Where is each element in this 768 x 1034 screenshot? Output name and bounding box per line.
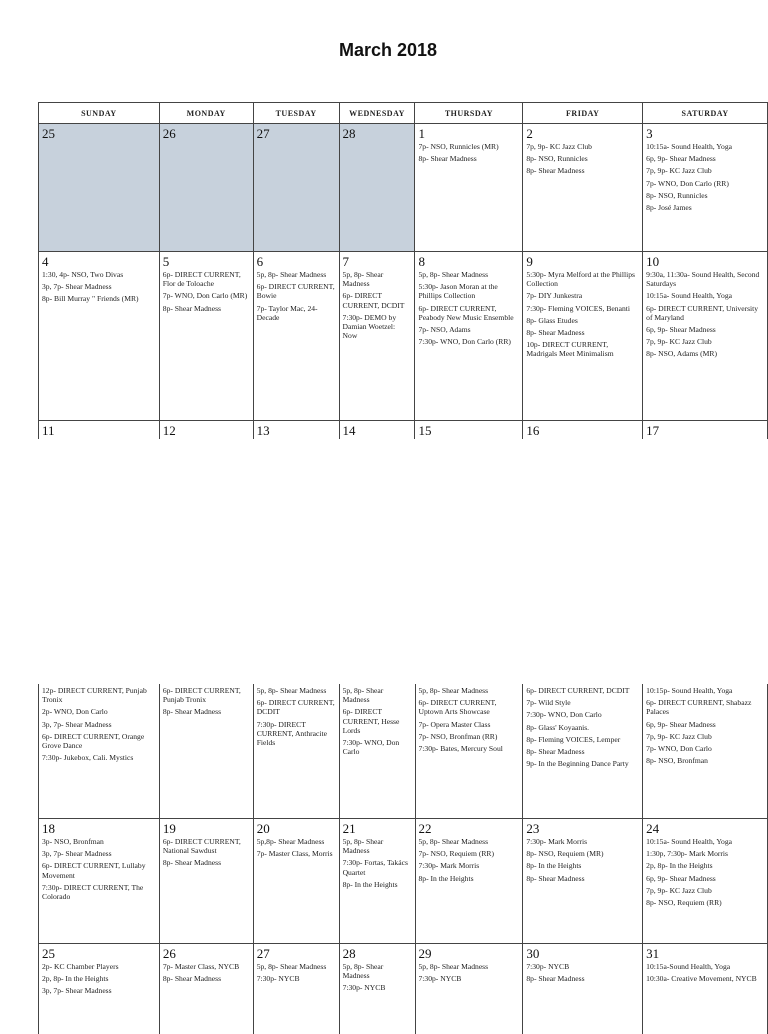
event-item: 7:30p- Mark Morris xyxy=(419,861,520,870)
week-row xyxy=(39,252,768,421)
event-list xyxy=(643,684,767,765)
event-list xyxy=(160,268,253,313)
day-cell xyxy=(415,421,523,440)
event-item: 7:30p- Mark Morris xyxy=(526,837,639,846)
event-list xyxy=(254,960,339,983)
event-item: 7:30p- Jukebox, Cali. Mystics xyxy=(42,753,156,762)
day-cell xyxy=(39,124,160,252)
event-item: 9:30a, 11:30a- Sound Health, Second Saturdays xyxy=(646,270,764,288)
event-item: 7p, 9p- KC Jazz Club xyxy=(526,142,639,151)
day-cell xyxy=(523,819,643,944)
day-number: 27 xyxy=(254,124,339,140)
event-item: 8p- Shear Madness xyxy=(163,304,250,313)
day-number: 18 xyxy=(39,819,159,835)
event-item: 10:15a-Sound Health, Yoga xyxy=(646,962,764,971)
event-item: 5p, 8p- Shear Madness xyxy=(418,270,519,279)
day-cell xyxy=(523,944,643,1034)
event-item: 5p, 8p- Shear Madness xyxy=(419,837,520,846)
week-row xyxy=(39,124,768,252)
event-item: 5p, 8p- Shear Madness xyxy=(419,962,520,971)
event-item: 8p- NSO, Bronfman xyxy=(646,756,764,765)
event-item: 7p- Master Class, Morris xyxy=(257,849,336,858)
event-item: 7:30p- WNO, Don Carlo xyxy=(343,738,412,756)
event-item: 8p- Shear Madness xyxy=(526,974,639,983)
event-list xyxy=(415,268,522,346)
event-item: 7p- DIY Junkestra xyxy=(526,291,639,300)
week-row xyxy=(39,684,768,819)
event-item: 6p- DIRECT CURRENT, Shabazz Palaces xyxy=(646,698,764,716)
event-item: 7:30p- NYCB xyxy=(526,962,639,971)
event-item: 8p- José James xyxy=(646,203,764,212)
event-item: 8p- NSO, Runnicles xyxy=(526,154,639,163)
day-cell xyxy=(643,944,768,1034)
event-item: 8p- Shear Madness xyxy=(418,154,519,163)
day-cell xyxy=(253,944,339,1034)
event-item: 5p, 8p- Shear Madness xyxy=(343,962,412,980)
day-number: 13 xyxy=(254,421,339,437)
event-list xyxy=(39,835,159,901)
event-list xyxy=(415,140,522,163)
day-cell xyxy=(159,124,253,252)
event-item: 8p- NSO, Requiem (RR) xyxy=(646,898,764,907)
day-number: 8 xyxy=(415,252,522,268)
event-list xyxy=(340,835,415,889)
day-cell xyxy=(39,944,160,1034)
event-item: 7:30p- DIRECT CURRENT, The Colorado xyxy=(42,883,156,901)
event-item: 7p- WNO, Don Carlo (MR) xyxy=(163,291,250,300)
day-cell xyxy=(339,252,415,421)
day-number: 16 xyxy=(523,421,642,437)
day-cell xyxy=(415,819,523,944)
event-item: 6p- DIRECT CURRENT, University of Maryland xyxy=(646,304,764,322)
week-row xyxy=(39,944,768,1034)
day-number: 5 xyxy=(160,252,253,268)
event-item: 7:30p- NYCB xyxy=(257,974,336,983)
event-item: 8p- Shear Madness xyxy=(163,858,250,867)
event-item: 8p- In the Heights xyxy=(526,861,639,870)
event-item: 7p- Master Class, NYCB xyxy=(163,962,250,971)
event-list xyxy=(643,268,767,359)
event-list xyxy=(39,268,159,304)
day-cell xyxy=(523,252,643,421)
weekday-header: WEDNESDAY xyxy=(339,103,415,124)
event-item: 2p- KC Chamber Players xyxy=(42,962,156,971)
event-item: 10:15a- Sound Health, Yoga xyxy=(646,142,764,151)
event-item: 7:30p- WNO, Don Carlo (RR) xyxy=(418,337,519,346)
week-row xyxy=(39,421,768,440)
event-item: 8p- Shear Madness xyxy=(526,874,639,883)
day-cell xyxy=(523,124,643,252)
day-number: 26 xyxy=(160,124,253,140)
day-cell xyxy=(159,819,253,944)
day-number: 2 xyxy=(523,124,642,140)
event-item: 6p- DIRECT CURRENT, Hesse Lords xyxy=(343,707,412,735)
event-item: 6p- DIRECT CURRENT, DCDIT xyxy=(257,698,336,716)
event-item: 8p- NSO, Runnicles xyxy=(646,191,764,200)
event-item: 5p, 8p- Shear Madness xyxy=(419,686,520,695)
event-item: 6p, 9p- Shear Madness xyxy=(646,154,764,163)
event-item: 1:30p, 7:30p- Mark Morris xyxy=(646,849,764,858)
calendar-grid-top xyxy=(38,102,768,439)
day-cell xyxy=(643,819,768,944)
event-item: 10:15a- Sound Health, Yoga xyxy=(646,837,764,846)
event-list xyxy=(39,684,159,762)
event-item: 7p, 9p- KC Jazz Club xyxy=(646,886,764,895)
event-item: 6p- DIRECT CURRENT, DCDIT xyxy=(343,291,412,309)
day-cell xyxy=(253,421,339,440)
day-cell xyxy=(339,684,415,819)
event-item: 8p- Shear Madness xyxy=(526,166,639,175)
day-cell xyxy=(339,124,415,252)
day-cell xyxy=(643,684,768,819)
event-list xyxy=(340,268,415,340)
day-cell xyxy=(415,252,523,421)
event-item: 5p, 8p- Shear Madness xyxy=(343,270,412,288)
weekday-header: THURSDAY xyxy=(415,103,523,124)
event-item: 6p- DIRECT CURRENT, Punjab Tronix xyxy=(163,686,250,704)
weekday-header: SUNDAY xyxy=(39,103,160,124)
event-item: 7:30p- DIRECT CURRENT, Anthracite Fields xyxy=(257,720,336,748)
day-number: 31 xyxy=(643,944,767,960)
event-list xyxy=(254,684,339,747)
event-item: 6p- DIRECT CURRENT, Bowie xyxy=(257,282,336,300)
day-cell xyxy=(159,944,253,1034)
event-item: 9p- In the Beginning Dance Party xyxy=(526,759,639,768)
day-cell xyxy=(523,684,643,819)
event-item: 5p, 8p- Shear Madness xyxy=(343,837,412,855)
event-list xyxy=(523,268,642,359)
day-cell xyxy=(159,421,253,440)
event-item: 6p- DIRECT CURRENT, Flor de Toloache xyxy=(163,270,250,288)
event-item: 5:30p- Myra Melford at the Phillips Collection xyxy=(526,270,639,288)
event-item: 10:15p- Sound Health, Yoga xyxy=(646,686,764,695)
event-item: 7p- Taylor Mac, 24-Decade xyxy=(257,304,336,322)
day-cell xyxy=(39,684,160,819)
event-item: 8p- Shear Madness xyxy=(163,707,250,716)
event-item: 6p- DIRECT CURRENT, Orange Grove Dance xyxy=(42,732,156,750)
day-cell xyxy=(643,252,768,421)
event-list xyxy=(39,140,159,142)
day-number: 26 xyxy=(160,944,253,960)
event-item: 6p, 9p- Shear Madness xyxy=(646,874,764,883)
event-list xyxy=(340,960,415,993)
day-number: 7 xyxy=(340,252,415,268)
event-item: 6p, 9p- Shear Madness xyxy=(646,720,764,729)
event-item: 8p- Bill Murray " Friends (MR) xyxy=(42,294,156,303)
event-item: 7:30p- Fortas, Takács Quartet xyxy=(343,858,412,876)
event-item: 8p- In the Heights xyxy=(419,874,520,883)
day-cell xyxy=(415,124,523,252)
day-cell xyxy=(253,252,339,421)
event-list xyxy=(643,835,767,907)
event-item: 6p- DIRECT CURRENT, Lullaby Movement xyxy=(42,861,156,879)
event-item: 7p- Opera Master Class xyxy=(419,720,520,729)
event-list xyxy=(160,684,253,717)
day-cell xyxy=(253,124,339,252)
event-list xyxy=(160,960,253,983)
day-cell xyxy=(253,819,339,944)
day-number: 10 xyxy=(643,252,767,268)
event-item: 5p, 8p- Shear Madness xyxy=(343,686,412,704)
event-item: 2p, 8p- In the Heights xyxy=(42,974,156,983)
day-number: 1 xyxy=(415,124,522,140)
event-item: 6p, 9p- Shear Madness xyxy=(646,325,764,334)
event-item: 8p- Shear Madness xyxy=(526,747,639,756)
event-list xyxy=(416,835,523,883)
event-item: 7p, 9p- KC Jazz Club xyxy=(646,166,764,175)
day-number: 14 xyxy=(340,421,415,437)
event-item: 10:15a- Sound Health, Yoga xyxy=(646,291,764,300)
event-item: 7:30p- NYCB xyxy=(419,974,520,983)
day-cell xyxy=(39,819,160,944)
event-list xyxy=(254,835,339,858)
day-number: 4 xyxy=(39,252,159,268)
day-number: 28 xyxy=(340,124,415,140)
event-item: 3p, 7p- Shear Madness xyxy=(42,986,156,995)
event-item: 8p- Glass' Koyaanis. xyxy=(526,723,639,732)
event-list xyxy=(39,960,159,996)
day-cell xyxy=(159,684,253,819)
day-number: 9 xyxy=(523,252,642,268)
event-item: 6p- DIRECT CURRENT, DCDIT xyxy=(526,686,639,695)
event-item: 7p- NSO, Adams xyxy=(418,325,519,334)
day-cell xyxy=(339,819,415,944)
day-cell xyxy=(39,421,160,440)
day-number: 25 xyxy=(39,124,159,140)
event-item: 7:30p- WNO, Don Carlo xyxy=(526,710,639,719)
weekday-header: SATURDAY xyxy=(643,103,768,124)
event-item: 12p- DIRECT CURRENT, Punjab Tronix xyxy=(42,686,156,704)
event-list xyxy=(523,960,642,983)
day-number: 6 xyxy=(254,252,339,268)
event-item: 8p- Glass Etudes xyxy=(526,316,639,325)
event-list xyxy=(416,960,523,983)
calendar-title: March 2018 xyxy=(0,40,768,61)
event-item: 7p- WNO, Don Carlo (RR) xyxy=(646,179,764,188)
day-number: 24 xyxy=(643,819,767,835)
event-item: 6p- DIRECT CURRENT, Uptown Arts Showcase xyxy=(419,698,520,716)
event-item: 8p- Shear Madness xyxy=(163,974,250,983)
event-item: 7p- NSO, Bronfman (RR) xyxy=(419,732,520,741)
day-number: 28 xyxy=(340,944,415,960)
weekday-header: MONDAY xyxy=(159,103,253,124)
day-cell xyxy=(643,124,768,252)
event-item: 5:30p- Jason Moran at the Phillips Collection xyxy=(418,282,519,300)
event-item: 8p- Fleming VOICES, Lemper xyxy=(526,735,639,744)
day-number: 17 xyxy=(643,421,767,437)
event-item: 7:30p- DEMO by Damian Woetzel: Now xyxy=(343,313,412,341)
event-item: 7p- WNO, Don Carlo xyxy=(646,744,764,753)
event-item: 3p, 7p- Shear Madness xyxy=(42,849,156,858)
event-item: 6p- DIRECT CURRENT, National Sawdust xyxy=(163,837,250,855)
event-item: 7p- Wild Style xyxy=(526,698,639,707)
day-number: 29 xyxy=(416,944,523,960)
day-number: 11 xyxy=(39,421,159,437)
calendar-grid-bottom xyxy=(38,684,768,1034)
day-cell xyxy=(415,944,523,1034)
event-item: 7p- NSO, Requiem (RR) xyxy=(419,849,520,858)
event-item: 2p, 8p- In the Heights xyxy=(646,861,764,870)
day-number: 15 xyxy=(415,421,522,437)
weekday-header-row xyxy=(39,103,768,124)
event-list xyxy=(160,835,253,868)
week-row xyxy=(39,819,768,944)
day-cell xyxy=(523,421,643,440)
event-item: 5p, 8p- Shear Madness xyxy=(257,686,336,695)
day-cell xyxy=(159,252,253,421)
event-item: 5p, 8p- Shear Madness xyxy=(257,270,336,279)
event-item: 5p,8p- Shear Madness xyxy=(257,837,336,846)
event-item: 7p- NSO, Runnicles (MR) xyxy=(418,142,519,151)
event-list xyxy=(416,684,523,753)
event-item: 8p- NSO, Requiem (MR) xyxy=(526,849,639,858)
event-list xyxy=(523,140,642,176)
weekday-header: TUESDAY xyxy=(253,103,339,124)
day-cell xyxy=(643,421,768,440)
event-list xyxy=(643,140,767,212)
event-item: 6p- DIRECT CURRENT, Peabody New Music Ensemble xyxy=(418,304,519,322)
day-cell xyxy=(415,684,523,819)
event-item: 2p- WNO, Don Carlo xyxy=(42,707,156,716)
day-number: 30 xyxy=(523,944,642,960)
event-item: 3p, 7p- Shear Madness xyxy=(42,720,156,729)
day-number: 22 xyxy=(416,819,523,835)
day-cell xyxy=(253,684,339,819)
day-number: 12 xyxy=(160,421,253,437)
event-item: 8p- NSO, Adams (MR) xyxy=(646,349,764,358)
event-item: 10p- DIRECT CURRENT, Madrigals Meet Minimalism xyxy=(526,340,639,358)
day-cell xyxy=(339,421,415,440)
day-number: 27 xyxy=(254,944,339,960)
event-item: 7p, 9p- KC Jazz Club xyxy=(646,337,764,346)
event-item: 7:30p- Fleming VOICES, Benanti xyxy=(526,304,639,313)
weekday-header: FRIDAY xyxy=(523,103,643,124)
event-item: 7p, 9p- KC Jazz Club xyxy=(646,732,764,741)
event-list xyxy=(523,835,642,883)
event-item: 7:30p- Bates, Mercury Soul xyxy=(419,744,520,753)
event-list xyxy=(643,960,767,983)
day-cell xyxy=(339,944,415,1034)
event-item: 10:30a- Creative Movement, NYCB xyxy=(646,974,764,983)
event-item: 8p- In the Heights xyxy=(343,880,412,889)
event-item: 1:30, 4p- NSO, Two Divas xyxy=(42,270,156,279)
day-number: 19 xyxy=(160,819,253,835)
event-item: 3p, 7p- Shear Madness xyxy=(42,282,156,291)
event-item: 7:30p- NYCB xyxy=(343,983,412,992)
event-item: 8p- Shear Madness xyxy=(526,328,639,337)
day-number: 20 xyxy=(254,819,339,835)
event-list xyxy=(254,268,339,322)
event-list xyxy=(340,684,415,756)
day-number: 25 xyxy=(39,944,159,960)
day-number: 3 xyxy=(643,124,767,140)
day-cell xyxy=(39,252,160,421)
event-item: 3p- NSO, Bronfman xyxy=(42,837,156,846)
event-item: 5p, 8p- Shear Madness xyxy=(257,962,336,971)
day-number: 23 xyxy=(523,819,642,835)
event-list xyxy=(523,684,642,768)
day-number: 21 xyxy=(340,819,415,835)
